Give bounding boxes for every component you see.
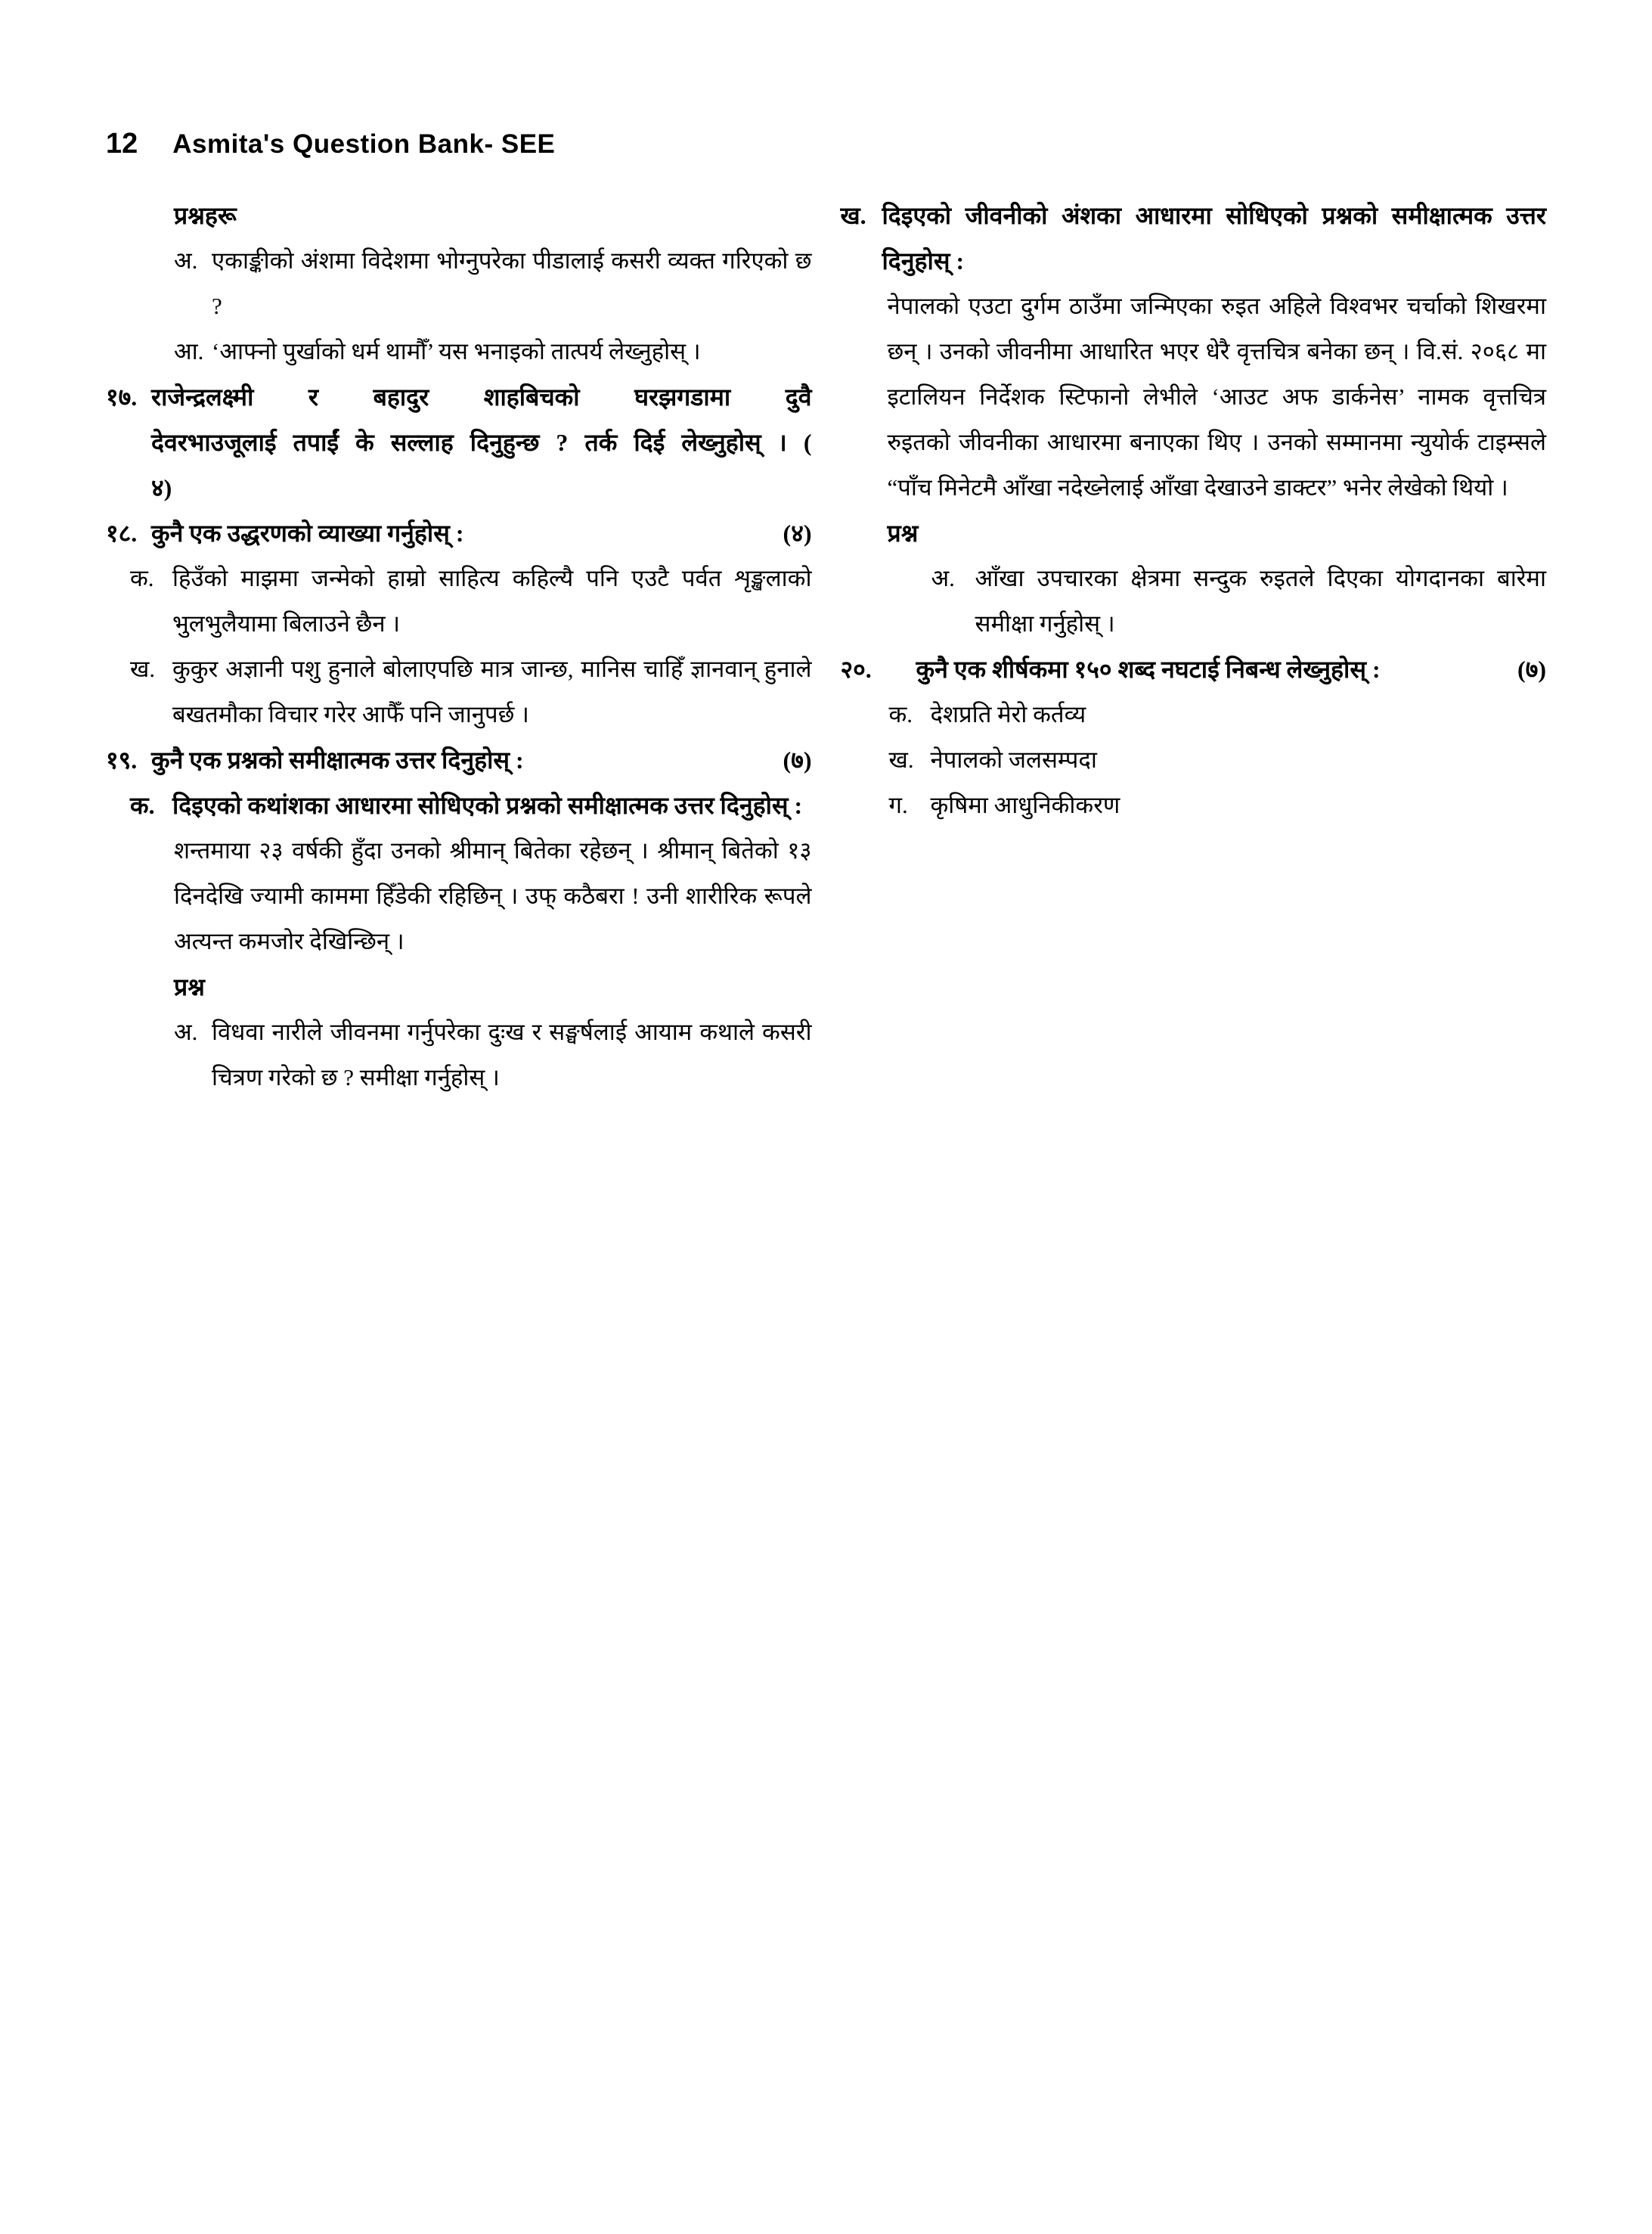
sub-question-a-label: अ. bbox=[174, 247, 198, 274]
two-column-body bbox=[106, 193, 1546, 1100]
left-column bbox=[106, 193, 812, 1100]
question-18-item-kha bbox=[106, 647, 812, 737]
question-20-marks: (७) bbox=[1517, 656, 1546, 683]
question-18-item-kha-text: कुकुर अज्ञानी पशु हुनाले बोलाएपछि मात्र जान्छ, मानिस चाहिँ ज्ञानवान् हुनाले बखतमौका विचार गरेर आफैँ पनि जानुपर्छ । bbox=[172, 656, 812, 728]
question-20-item-kha bbox=[841, 737, 1547, 783]
question-19 bbox=[106, 737, 812, 783]
question-18-number: १८. bbox=[106, 520, 138, 547]
question-17-line-1: राजेन्द्रलक्ष्मी र बहादुर शाहबिचको घरझगडामा दुवै bbox=[151, 383, 812, 411]
question-17-line-3: ४) bbox=[151, 474, 172, 501]
sub-question-aa-text: ‘आफ्नो पुर्खाको धर्म थामौँ’ यस भनाइको तात्पर्य लेख्नुहोस् । bbox=[212, 338, 701, 365]
question-19-item-kha bbox=[841, 193, 1547, 284]
question-18-item-ka-label: क. bbox=[130, 565, 154, 591]
question-20-item-ga-text: कृषिमा आधुनिकीकरण bbox=[930, 792, 1120, 818]
right-prashna-label: प्रश्न bbox=[887, 520, 919, 547]
question-18-item-ka bbox=[106, 556, 812, 647]
question-20 bbox=[841, 647, 1547, 692]
question-17 bbox=[106, 374, 812, 510]
question-19-item-ka-label: क. bbox=[130, 792, 155, 819]
page-number: 12 bbox=[106, 128, 138, 160]
question-18-text: कुनै एक उद्धरणको व्याख्या गर्नुहोस् : bbox=[151, 520, 464, 547]
question-20-row bbox=[916, 647, 1547, 692]
question-18-marks: (४) bbox=[783, 520, 812, 547]
question-19-item-ka bbox=[106, 783, 812, 828]
question-17-number: १७. bbox=[106, 383, 138, 411]
section-label-prashnaharu: प्रश्नहरू bbox=[174, 202, 237, 229]
question-19-number: १९. bbox=[106, 746, 138, 774]
question-19-biography-passage: नेपालको एउटा दुर्गम ठाउँमा जन्मिएका रुइत अहिले विश्वभर चर्चाको शिखरमा छन् । उनको जीवनीमा आधारित भएर धेरै वृत्तचित्र बनेका छन् । वि.सं. २०६८ मा इटालियन निर्देशक स्टिफानो लेभीले ‘आउट अफ डार्कनेस’ नामक वृत्तचित्र रुइतको जीवनीका आधारमा बनाएका थिए । उनको सम्मानमा न्युयोर्क टाइम्सले “पाँच मिनेटमै आँखा नदेख्नेलाई आँखा देखाउने डाक्टर” भनेर लेखेको थियो । bbox=[887, 293, 1546, 501]
question-19-sub-a-text: विधवा नारीले जीवनमा गर्नुपरेका दुःख र सङ्घर्षलाई आयाम कथाले कसरी चित्रण गरेको छ ? समीक्षा गर्नुहोस् । bbox=[212, 1019, 812, 1091]
question-20-item-ga bbox=[841, 783, 1547, 828]
right-column bbox=[841, 193, 1547, 1100]
question-18-item-ka-text: हिउँको माझमा जन्मेको हाम्रो साहित्य कहिल्यै पनि एउटै पर्वत शृङ्खलाको भुलभुलैयामा बिलाउने छैन । bbox=[172, 565, 812, 637]
question-19-passage: शन्तमाया २३ वर्षकी हुँदा उनको श्रीमान् बितेका रहेछन् । श्रीमान् बितेको १३ दिनदेखि ज्यामी काममा हिँडेकी रहिछिन् । उफ् कठैबरा ! उनी शारीरिक रूपले अत्यन्त कमजोर देखिन्छिन् । bbox=[174, 837, 812, 954]
question-19-item-kha-text: दिइएको जीवनीको अंशका आधारमा सोधिएको प्रश्नको समीक्षात्मक उत्तर दिनुहोस् : bbox=[882, 202, 1546, 275]
question-20-item-ka-text: देशप्रति मेरो कर्तव्य bbox=[930, 701, 1086, 728]
question-18-item-kha-label: ख. bbox=[130, 656, 156, 682]
question-20-item-kha-text: नेपालको जलसम्पदा bbox=[930, 746, 1097, 773]
question-19-marks: (७) bbox=[783, 746, 812, 774]
question-19-kha-sub-a-label: अ. bbox=[931, 565, 955, 591]
book-title: Asmita's Question Bank- SEE bbox=[172, 129, 556, 159]
question-20-item-ka bbox=[841, 692, 1547, 737]
question-18-row bbox=[151, 510, 812, 556]
question-19-item-ka-text: दिइएको कथांशका आधारमा सोधिएको प्रश्नको समीक्षात्मक उत्तर दिनुहोस् : bbox=[172, 792, 803, 819]
sub-question-aa-label: आ. bbox=[174, 338, 204, 365]
question-19-kha-sub-a-text: आँखा उपचारका क्षेत्रमा सन्दुक रुइतले दिएका योगदानका बारेमा समीक्षा गर्नुहोस् । bbox=[975, 565, 1546, 637]
sub-question-aa bbox=[106, 329, 812, 374]
question-19-item-kha-label: ख. bbox=[840, 202, 866, 229]
question-17-line-2: देवरभाउजूलाई तपाईं के सल्लाह दिनुहुन्छ ? तर्क दिई लेख्नुहोस् । ( bbox=[151, 429, 812, 456]
question-19-row bbox=[151, 737, 812, 783]
question-19-kha-sub-a bbox=[841, 556, 1547, 647]
question-20-text: कुनै एक शीर्षकमा १५० शब्द नघटाई निबन्ध लेख्नुहोस् : bbox=[916, 656, 1381, 683]
question-19-sub-a bbox=[106, 1010, 812, 1100]
question-20-item-ka-label: क. bbox=[888, 701, 913, 728]
question-20-number: २०. bbox=[840, 656, 872, 683]
page-header bbox=[106, 127, 1546, 161]
question-19-text: कुनै एक प्रश्नको समीक्षात्मक उत्तर दिनुहोस् : bbox=[151, 746, 524, 774]
sub-question-a-text: एकाङ्कीको अंशमा विदेशमा भोग्नुपरेका पीडालाई कसरी व्यक्त गरिएको छ ? bbox=[212, 247, 812, 319]
question-18 bbox=[106, 510, 812, 556]
left-prashna-label: प्रश्न bbox=[174, 973, 205, 1001]
question-20-item-ga-label: ग. bbox=[888, 792, 908, 818]
sub-question-a bbox=[106, 238, 812, 329]
question-17-text bbox=[151, 374, 812, 510]
question-19-sub-a-label: अ. bbox=[174, 1019, 198, 1045]
question-20-item-kha-label: ख. bbox=[888, 746, 914, 773]
